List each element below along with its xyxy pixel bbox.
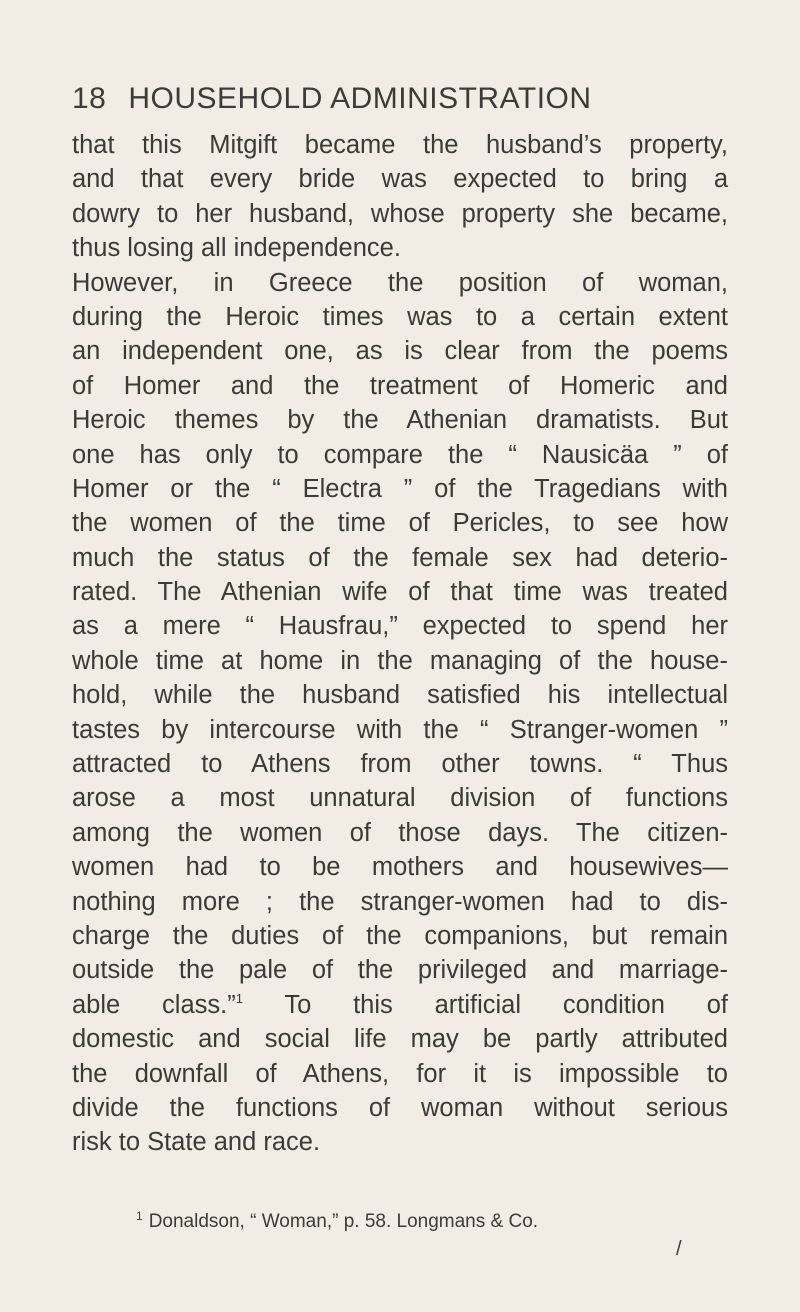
text-line: domestic and social life may be partly attributed (72, 1025, 728, 1054)
text-line: that this Mitgift became the husband’s property, (72, 131, 728, 159)
text-line: women had to be mothers and housewives— (72, 853, 728, 882)
footnote-reference: 1 (235, 990, 243, 1006)
text-line: thus losing all independence. (72, 234, 401, 263)
text-line: as a mere “ Hausfrau,” expected to spend her (72, 612, 728, 641)
text-line: nothing more ; the stranger-women had to dis- (72, 887, 728, 916)
text-line: risk to State and race. (72, 1128, 321, 1157)
text-line: dowry to her husband, whose property she became, (72, 199, 728, 228)
text-line: rated. The Athenian wife of that time was treated (72, 578, 728, 607)
catchmark: / (676, 1238, 682, 1260)
text-line: whole time at home in the managing of the house- (72, 646, 728, 675)
text-line: the downfall of Athens, for it is impossible to (72, 1059, 728, 1088)
text-line-with-footnote-ref (72, 988, 728, 1022)
text-line: tastes by intercourse with the “ Stranger-women ” (72, 715, 728, 744)
text-line: outside the pale of the privileged and marriage- (72, 956, 728, 985)
text-line: the women of the time of Pericles, to see how (72, 509, 728, 538)
text-line: charge the duties of the companions, but remain (72, 921, 728, 950)
text-fragment: able class.” (72, 990, 236, 1019)
footnote-marker: 1 (136, 1209, 143, 1223)
footnote-text: Donaldson, “ Woman,” p. 58. Longmans & Co. (148, 1211, 539, 1232)
text-line: Homer or the “ Electra ” of the Tragedians with (72, 474, 728, 503)
footnote (136, 1211, 736, 1233)
text-line: divide the functions of woman without serious (72, 1093, 728, 1122)
text-line: much the status of the female sex had deterio- (72, 543, 728, 572)
text-line: Heroic themes by the Athenian dramatists. But (72, 406, 728, 435)
text-fragment: To this artificial condition of (242, 990, 728, 1019)
text-line: arose a most unnatural division of functions (72, 784, 728, 813)
body-text (72, 128, 728, 1160)
text-line: of Homer and the treatment of Homeric and (72, 371, 728, 400)
text-line: attracted to Athens from other towns. “ Thus (72, 750, 728, 779)
text-line: one has only to compare the “ Nausicäa ” of (72, 440, 728, 469)
running-header (72, 82, 732, 116)
text-line: among the women of those days. The citizen- (72, 818, 728, 847)
text-line: hold, while the husband satisfied his intellectual (72, 681, 728, 710)
text-line: during the Heroic times was to a certain extent (72, 302, 728, 331)
text-line: an independent one, as is clear from the poems (72, 337, 728, 366)
text-line: However, in Greece the position of woman, (72, 268, 728, 297)
text-line: and that every bride was expected to bring a (72, 165, 728, 194)
running-title: HOUSEHOLD ADMINISTRATION (128, 82, 592, 115)
page-number: 18 (72, 82, 107, 115)
